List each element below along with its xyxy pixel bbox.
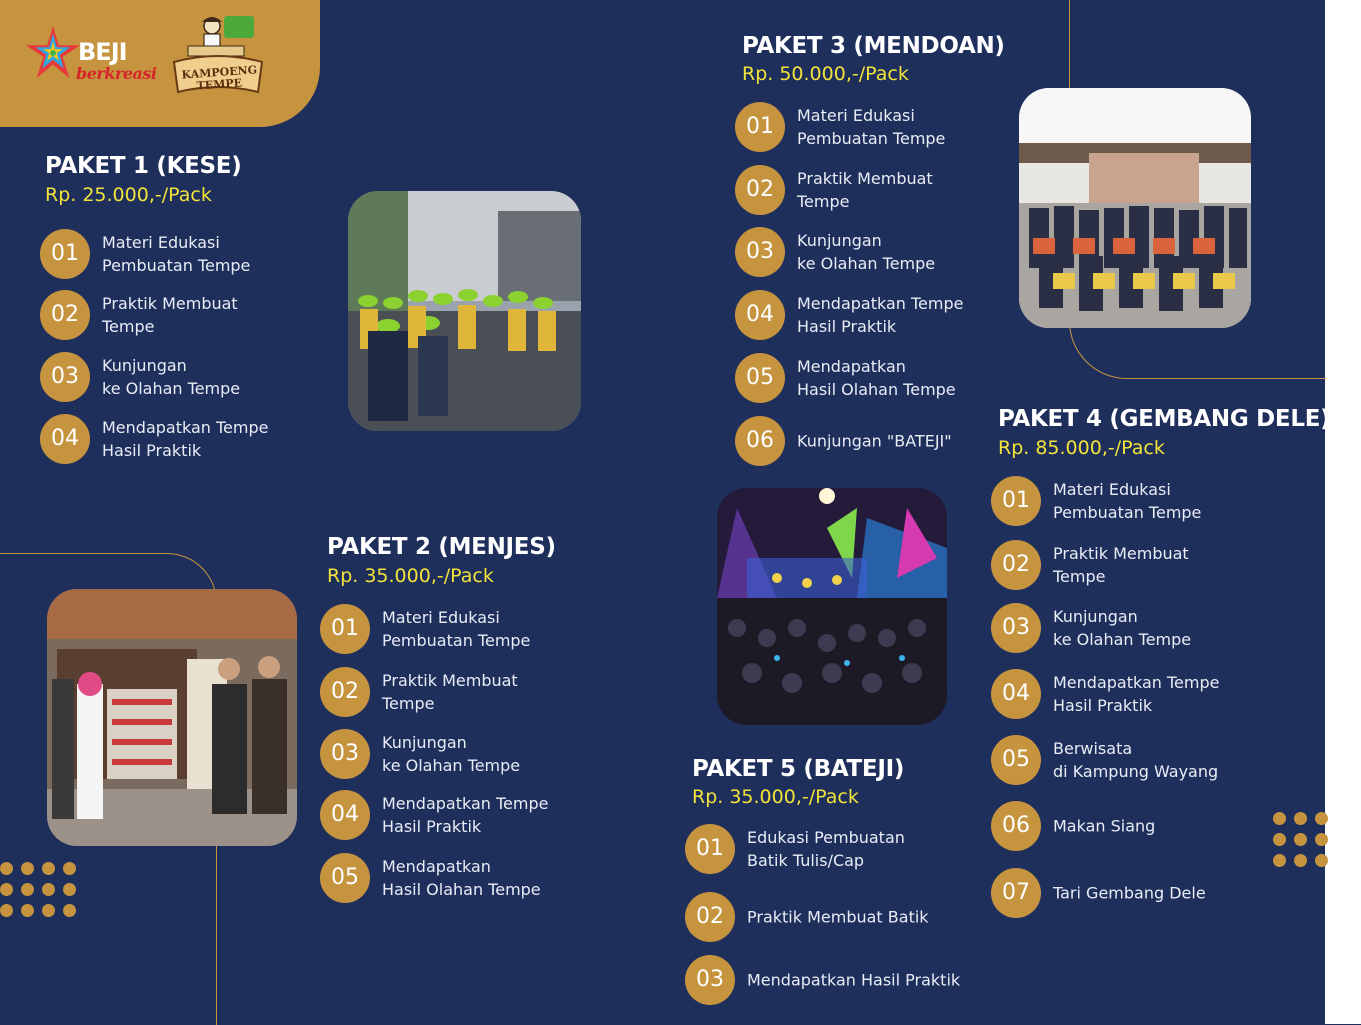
dot-grid-left [0, 862, 76, 917]
dot-grid-right [1273, 812, 1328, 867]
item-number: 01 [40, 229, 90, 279]
paket-4-price: Rp. 85.000,-/Pack [998, 437, 1165, 459]
paket-3-price: Rp. 50.000,-/Pack [742, 63, 909, 85]
beji-logo-tagline: berkreasi [76, 64, 157, 83]
photo-tempe-shop-group [47, 589, 297, 846]
item-text: Praktik Membuat Batik [747, 907, 929, 927]
item-text: Praktik Membuat Tempe [382, 671, 518, 713]
item-number: 03 [40, 352, 90, 402]
item-text: Kunjungan ke Olahan Tempe [102, 356, 241, 398]
deco-line-top-right [1069, 0, 1070, 90]
beji-logo-word: BEJI [78, 38, 127, 66]
item-text: Materi Edukasi Pembuatan Tempe [382, 608, 531, 650]
paket-2-title: PAKET 2 (MENJES) [327, 534, 556, 560]
paket-1-title: PAKET 1 (KESE) [45, 153, 242, 179]
item-number: 05 [991, 735, 1041, 785]
item-number: 01 [735, 102, 785, 152]
paket-5-price: Rp. 35.000,-/Pack [692, 786, 859, 808]
item-number: 03 [991, 603, 1041, 653]
logo-panel [0, 0, 320, 127]
item-number: 02 [991, 540, 1041, 590]
item-text: Materi Edukasi Pembuatan Tempe [1053, 480, 1202, 522]
paket-3-title: PAKET 3 (MENDOAN) [742, 33, 1005, 59]
item-text: Materi Edukasi Pembuatan Tempe [102, 233, 251, 275]
item-number: 04 [40, 414, 90, 464]
paket-4-title: PAKET 4 (GEMBANG DELE) [998, 406, 1331, 432]
photo-night-stage-show [717, 488, 947, 725]
star-icon [24, 24, 82, 82]
item-text: Praktik Membuat Tempe [797, 169, 933, 211]
item-text: Kunjungan ke Olahan Tempe [797, 231, 936, 273]
item-number: 01 [320, 604, 370, 654]
item-text: Mendapatkan Tempe Hasil Praktik [797, 294, 964, 336]
item-number: 02 [320, 667, 370, 717]
item-text: Edukasi Pembuatan Batik Tulis/Cap [747, 828, 905, 870]
item-number: 05 [735, 353, 785, 403]
item-number: 02 [735, 165, 785, 215]
photo-batik-workshop-group [1019, 88, 1251, 328]
item-number: 07 [991, 868, 1041, 918]
item-text: Mendapatkan Hasil Olahan Tempe [797, 357, 956, 399]
item-text: Praktik Membuat Tempe [1053, 544, 1189, 586]
item-number: 04 [735, 290, 785, 340]
photo-students-green-caps [348, 191, 581, 431]
paket-2-price: Rp. 35.000,-/Pack [327, 565, 494, 587]
item-number: 04 [320, 790, 370, 840]
item-text: Kunjungan ke Olahan Tempe [382, 733, 521, 775]
item-text: Makan Siang [1053, 816, 1156, 836]
beji-logo [24, 20, 157, 90]
paket-5-title: PAKET 5 (BATEJI) [692, 756, 905, 782]
item-number: 06 [991, 801, 1041, 851]
item-number: 03 [685, 955, 735, 1005]
item-text: Mendapatkan Hasil Praktik [747, 970, 961, 990]
item-number: 03 [735, 227, 785, 277]
item-number: 03 [320, 729, 370, 779]
item-text: Berwisata di Kampung Wayang [1053, 739, 1219, 781]
paket-1-price: Rp. 25.000,-/Pack [45, 184, 212, 206]
item-number: 02 [40, 290, 90, 340]
item-number: 02 [685, 892, 735, 942]
kampoeng-tempe-logo [168, 12, 268, 102]
item-text: Praktik Membuat Tempe [102, 294, 238, 336]
item-text: Mendapatkan Tempe Hasil Praktik [1053, 673, 1220, 715]
item-text: Tari Gembang Dele [1053, 883, 1206, 903]
kampoeng-logo-word: KAMPOENG TEMPE [181, 63, 258, 93]
item-number: 06 [735, 416, 785, 466]
deco-line-photo3-curve [1069, 320, 1326, 379]
item-text: Kunjungan "BATEJI" [797, 431, 952, 451]
item-text: Mendapatkan Hasil Olahan Tempe [382, 857, 541, 899]
item-number: 01 [685, 824, 735, 874]
item-number: 01 [991, 476, 1041, 526]
item-text: Materi Edukasi Pembuatan Tempe [797, 106, 946, 148]
item-number: 05 [320, 853, 370, 903]
item-text: Kunjungan ke Olahan Tempe [1053, 607, 1192, 649]
item-text: Mendapatkan Tempe Hasil Praktik [102, 418, 269, 460]
item-number: 04 [991, 669, 1041, 719]
right-edge-strip [1325, 0, 1361, 1024]
item-text: Mendapatkan Tempe Hasil Praktik [382, 794, 549, 836]
